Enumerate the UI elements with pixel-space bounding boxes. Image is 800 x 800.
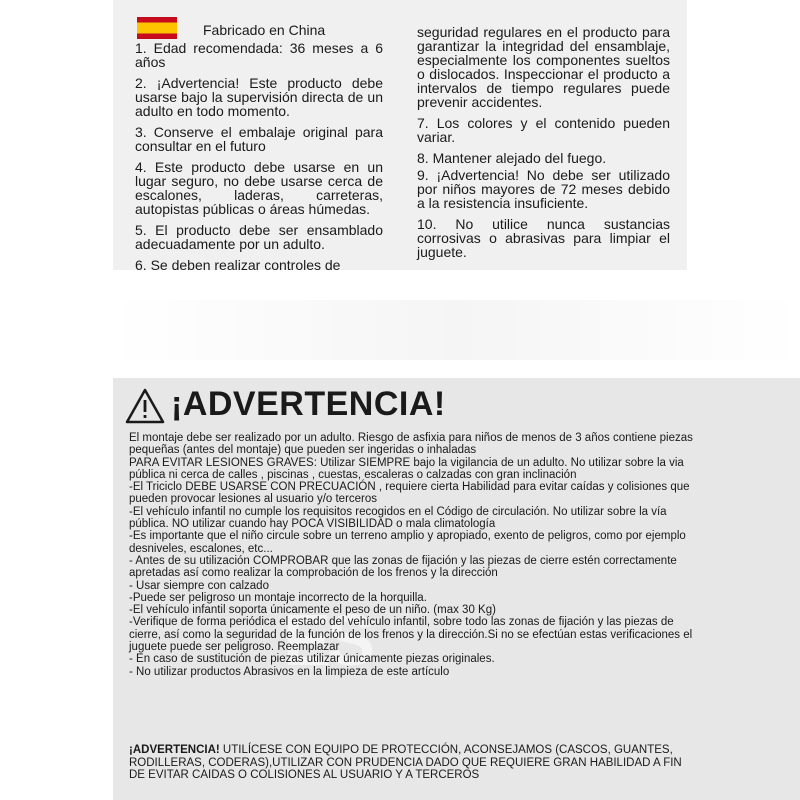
warning-line: -El Triciclo DEBE USARSE CON PRECUACIÓN , requiere cierta Habilidad para evitar caídas y colisiones que pueden provocar lesiones al usuario y/o terceros <box>129 481 690 506</box>
warning-line: -Es importante que el niño circule sobre un terreno amplio y apropiado, exento de peligros, como por ejemplo desniveles, escalones, etc... <box>129 530 686 555</box>
warning-line: -El vehículo infantil soporta únicamente el peso de un niño. (max 30 Kg) <box>129 604 496 617</box>
label-item: seguridad regulares en el producto para garantizar la integridad del ensamblaje, especialmente los componentes sueltos o dislocados. Inspeccionar el producto a intervalos de tiempo regulares puede prevenir accidentes. <box>417 24 670 110</box>
warning-footer-bold: ¡ADVERTENCIA! <box>129 744 220 756</box>
label-item: 9. ¡Advertencia! No debe ser utilizado por niños mayores de 72 meses debido a la resistencia insuficiente. <box>417 167 670 211</box>
label-item: 1. Edad recomendada: 36 meses a 6 años <box>135 40 383 70</box>
warning-line: - No utilizar productos Abrasivos en la limpieza de este artículo <box>129 665 450 678</box>
label-right-column <box>417 25 670 266</box>
warning-line: -El vehículo infantil no cumple los requisitos recogidos en el Código de circulación. No utilizar sobre la vía pública. NO utilizar cuando hay POCA VISIBILIDAD o mala climatología <box>129 505 667 531</box>
warning-body <box>129 432 694 678</box>
warning-line: PARA EVITAR LESIONES GRAVES: Utilizar SIEMPRE bajo la vigilancia de un adulto. No utilizar sobre la via pública ni cerca de calles , piscinas , cuestas, escaleras o calzadas con gran inclinación <box>129 456 684 481</box>
product-label-panel <box>113 0 687 273</box>
warning-line: - Antes de su utilización COMPROBAR que las zonas de fijación y las piezas de cierre estén correctamente apretadas así como realizar la comprobación de los frenos y la dirección <box>129 554 677 580</box>
warning-line: -Puede ser peligroso un montaje incorrecto de la horquilla. <box>129 591 427 604</box>
label-item: 7. Los colores y el contenido pueden variar. <box>417 115 670 145</box>
label-item: 4. Este producto debe usarse en un lugar seguro, no debe usarse cerca de escalones, laderas, carreteras, autopistas públicas o áreas húmedas. <box>135 159 383 217</box>
warning-triangle-icon <box>125 388 165 424</box>
warning-footer-text: UTILÍCESE CON EQUIPO DE PROTECCIÓN, ACONSEJAMOS (CASCOS, GUANTES, RODILLERAS, CODERAS),UTILIZAR CON PRUDENCIA DADO QUE REQUIERE GRAN HABILIDAD A FIN DE EVITAR CAIDAS O COLISIONES AL USUARIO Y A TERCEROS <box>129 744 682 781</box>
warning-footer <box>129 744 689 782</box>
label-item: 6. Se deben realizar controles de <box>135 257 341 273</box>
warning-panel <box>113 378 800 800</box>
warning-title: ¡ADVERTENCIA! <box>171 385 446 423</box>
faint-watermark-band <box>113 300 800 360</box>
label-left-column <box>135 41 383 279</box>
es-watermark: ES <box>283 601 372 681</box>
label-item: 5. El producto debe ser ensamblado adecuadamente por un adulto. <box>135 222 383 252</box>
made-in-text: Fabricado en China <box>203 22 326 38</box>
label-item: 8. Mantener alejado del fuego. <box>417 150 607 166</box>
warning-line: -Verifique de forma periódica el estado del vehículo infantil, sobre todo las zonas de fijación y las piezas de cierre, así como la seguridad de la función de los frenos y la dirección.Si no se efectúan estas verificaciones el juguete puede ser peligroso. Reemplazar <box>129 616 693 654</box>
label-item: 2. ¡Advertencia! Este producto debe usarse bajo la supervisión directa de un adulto en todo momento. <box>135 75 383 119</box>
warning-line: - En caso de sustitución de piezas utilizar únicamente piezas originales. <box>129 653 495 666</box>
label-item: 3. Conserve el embalaje original para consultar en el futuro <box>135 124 383 154</box>
label-item: 10. No utilice nunca sustancias corrosivas o abrasivas para limpiar el juguete. <box>417 216 670 260</box>
warning-line: El montaje debe ser realizado por un adulto. Riesgo de asfixia para niños de menos de 3 años contiene piezas pequeñas (antes del montaje) que pueden ser ingeridas o inhaladas <box>129 432 693 457</box>
warning-line: - Usar siempre con calzado <box>129 579 269 592</box>
spain-flag-icon <box>137 17 177 39</box>
